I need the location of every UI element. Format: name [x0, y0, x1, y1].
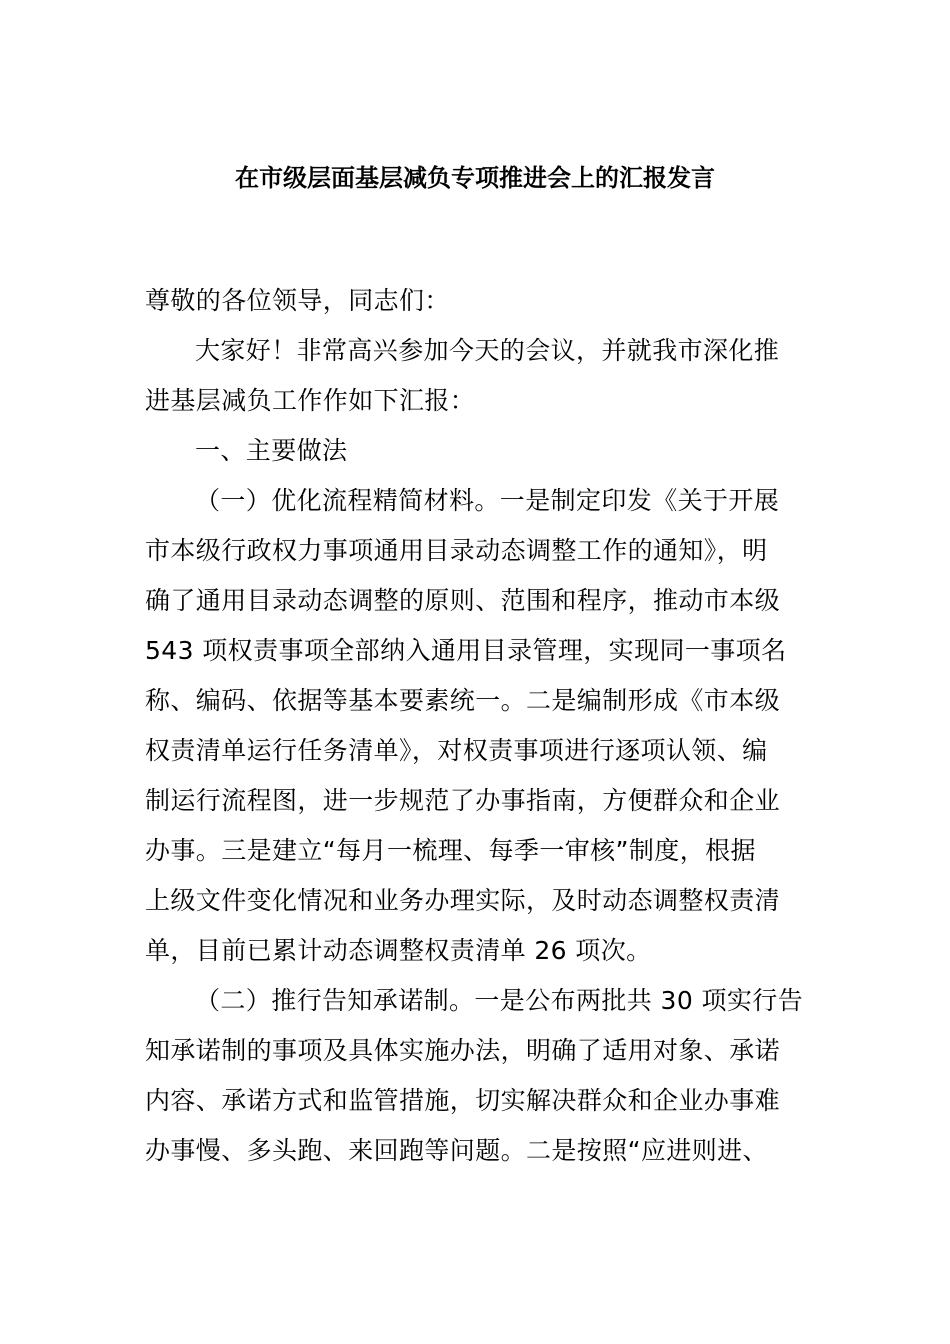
body-line: 知承诺制的事项及具体实施办法，明确了适用对象、承诺	[145, 1036, 781, 1065]
body-line: 办事。三是建立“每月一梳理、每季一审核”制度，根据	[145, 836, 756, 865]
body-line: 进基层减负工作作如下汇报：	[145, 386, 476, 415]
body-line: 权责清单运行任务清单》，对权责事项进行逐项认领、编	[145, 736, 768, 765]
document-title: 在市级层面基层减负专项推进会上的汇报发言	[235, 164, 715, 192]
body-line: 制运行流程图，进一步规范了办事指南，方便群众和企业	[145, 786, 781, 815]
body-line: 上级文件变化情况和业务办理实际，及时动态调整权责清	[145, 886, 781, 915]
body-line: 单，目前已累计动态调整权责清单 26 项次。	[145, 936, 652, 965]
body-line: 大家好！非常高兴参加今天的会议，并就我市深化推	[195, 336, 780, 365]
body-line: 内容、承诺方式和监管措施，切实解决群众和企业办事难	[145, 1086, 781, 1115]
body-line: 称、编码、依据等基本要素统一。二是编制形成《市本级	[145, 686, 781, 715]
section-heading: 一、主要做法	[195, 436, 348, 465]
body-line: 市本级行政权力事项通用目录动态调整工作的通知》，明	[145, 536, 768, 565]
body-line: 办事慢、多头跑、来回跑等问题。二是按照“应进则进、	[145, 1136, 768, 1165]
body-line: （二）推行告知承诺制。一是公布两批共 30 项实行告	[195, 986, 804, 1015]
body-line: （一）优化流程精简材料。一是制定印发《关于开展	[195, 486, 780, 515]
body-line: 确了通用目录动态调整的原则、范围和程序，推动市本级	[145, 586, 781, 615]
body-line: 543 项权责事项全部纳入通用目录管理，实现同一事项名	[145, 636, 787, 665]
body-line-salutation: 尊敬的各位领导，同志们：	[145, 286, 450, 315]
